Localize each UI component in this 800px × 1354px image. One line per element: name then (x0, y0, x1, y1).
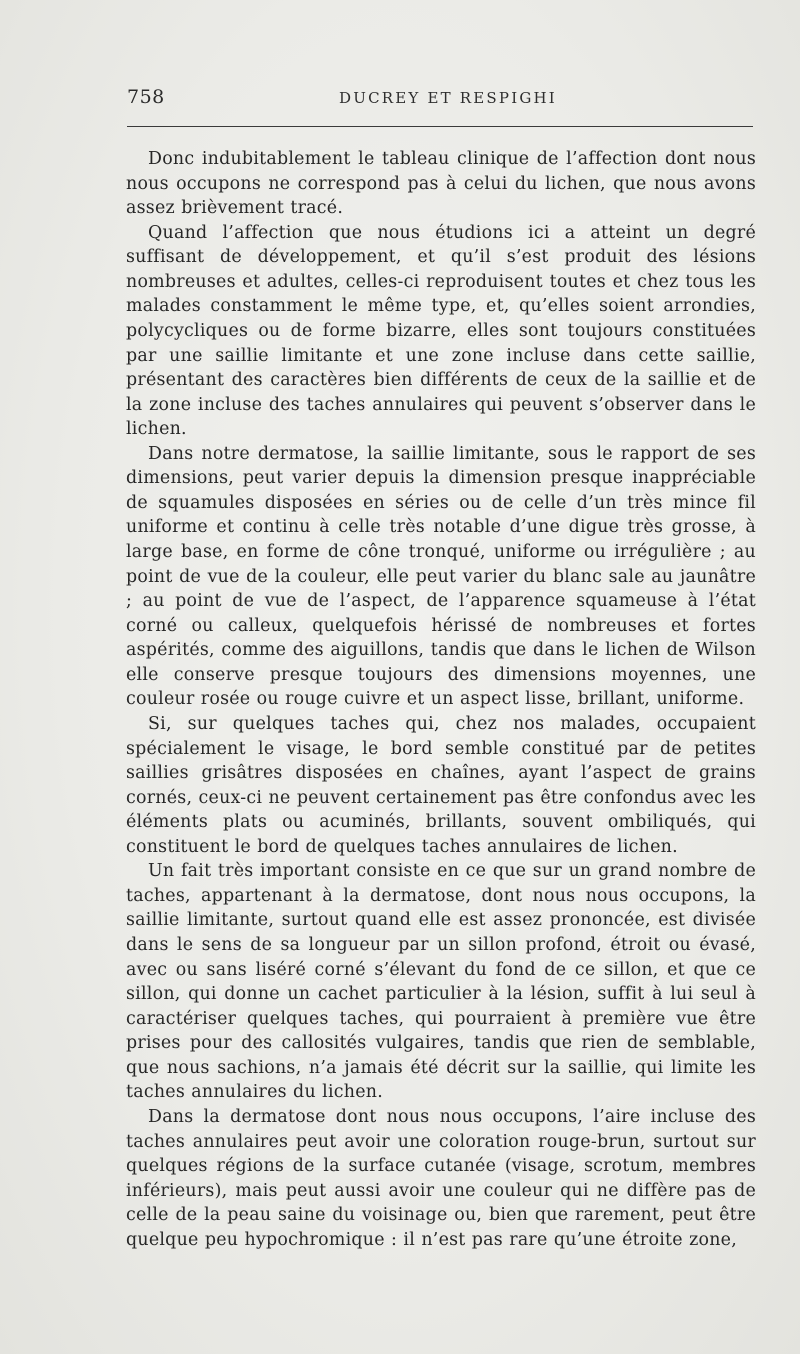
running-title: DUCREY ET RESPIGHI (339, 89, 557, 107)
paragraph: Un fait très important consiste en ce que sur un grand nombre de taches, appartenant à la dermatose, dont nous nous occupons, la saillie limitante, surtout quand elle est assez prononcée, est divisée dans le sens de sa longueur par un sillon profond, étroit ou évasé, avec ou sans liséré corné s’élevant du fond de ce sillon, et que ce sillon, qui donne un cachet particulier à la lésion, suffit à lui seul à caractériser quelques taches, qui pourraient à première vue être prises pour des callosités vulgaires, tandis que rien de semblable, que nous sachions, n’a jamais été décrit sur la saillie, qui limite les taches annulaires du lichen. (126, 861, 756, 1103)
page-header (127, 86, 754, 116)
body-text (126, 147, 756, 1252)
page-number: 758 (127, 86, 165, 108)
paragraph: Quand l’affection que nous étudions ici a atteint un degré suffisant de développement, et qu’il s’est produit des lésions nombreuses et adultes, celles-ci reproduisent toutes et chez tous les malades constamment le même type, et, qu’elles soient arrondies, polycycliques ou de forme bizarre, elles sont toujours constituées par une saillie limitante et une zone incluse dans cette saillie, présentant des caractères bien différents de ceux de la saillie et de la zone incluse des taches annulaires qui peuvent s’observer dans le lichen. (126, 222, 756, 440)
paragraph: Dans notre dermatose, la saillie limitante, sous le rapport de ses dimensions, peut varier depuis la dimension presque inappréciable de squamules disposées en séries ou de celle d’un très mince fil uniforme et continu à celle très notable d’une digue très grosse, à large base, en forme de cône tronqué, uniforme ou irrégulière ; au point de vue de la couleur, elle peut varier du blanc sale au jaunâtre ; au point de vue de l’aspect, de l’apparence squameuse à l’état corné ou calleux, quelquefois hérissé de nombreuses et fortes aspérités, comme des aiguillons, tandis que dans le lichen de Wilson elle conserve presque toujours des dimensions moyennes, une couleur rosée ou rouge cuivre et un aspect lisse, brillant, uniforme. (126, 443, 756, 710)
header-rule (127, 126, 753, 127)
paragraph: Donc indubitablement le tableau clinique de l’affection dont nous nous occupons ne correspond pas à celui du lichen, que nous avons assez brièvement tracé. (126, 149, 756, 219)
paragraph: Si, sur quelques taches qui, chez nos malades, occupaient spécialement le visage, le bord semble constitué par de petites saillies grisâtres disposées en chaînes, ayant l’aspect de grains cornés, ceux-ci ne peuvent certainement pas être confondus avec les éléments plats ou acuminés, brillants, souvent ombiliqués, qui constituent le bord de quelques taches annulaires de lichen. (126, 713, 756, 857)
paragraph: Dans la dermatose dont nous nous occupons, l’aire incluse des taches annulaires peut avoir une coloration rouge-brun, surtout sur quelques régions de la surface cutanée (visage, scrotum, membres inférieurs), mais peut aussi avoir une couleur qui ne diffère pas de celle de la peau saine du voisinage ou, bien que rarement, peut être quelque peu hypochromique : il n’est pas rare qu’une étroite zone, (126, 1106, 756, 1250)
